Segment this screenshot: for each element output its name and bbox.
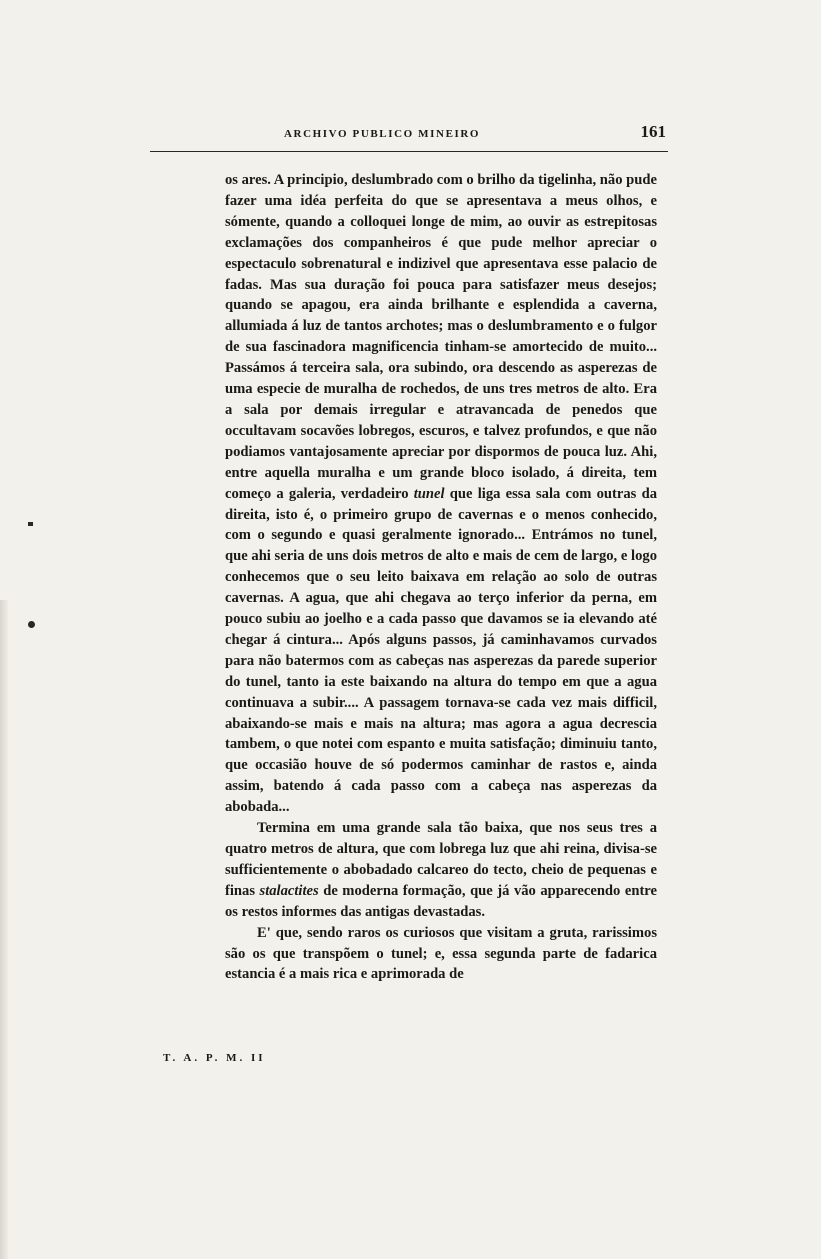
paragraph-2 bbox=[225, 818, 657, 923]
margin-mark bbox=[28, 522, 33, 526]
printer-signature: T. A. P. M. II bbox=[163, 1052, 266, 1064]
body-text bbox=[225, 170, 657, 985]
text-run: que liga essa sala com outras da direita, isto é, o primeiro grupo de cavernas e o menos conhecido, com o segundo e quasi geralmente ignorado... Entrámos no tunel, que ahi seria de uns dois metros de alto e mais de cem de largo, e logo conhecemos que o seu leito baixava em relação ao solo de outras cavernas. A agua, que ahi chegava ao terço inferior da perna, em pouco subiu ao joelho e a cada passo que davamos se ia elevando até chegar á cintura... Após alguns passos, já caminhavamos curvados para não batermos com as cabeças nas asperezas da parede superior do tunel, tanto ia este baixando na altura do tempo em que a agua continuava a subir.... A passagem tornava-se cada vez mais difficil, abaixando-se mais e mais na altura; mas agora a agua decrescia tambem, o que notei com espanto e muita satisfação; diminuiu tanto, que occasião houve de só podermos caminhar de rastos e, ainda assim, batendo á cada passo com a cabeça nas asperezas da abobada... bbox=[225, 485, 657, 816]
page-edge bbox=[0, 600, 8, 1259]
paragraph-3 bbox=[225, 923, 657, 986]
italic-word: tunel bbox=[413, 485, 445, 502]
text-run: de moderna formação, que já vão apparecendo entre os restos informes das antigas devastadas. bbox=[225, 882, 657, 920]
text-run: E' que, sendo raros os curiosos que visitam a gruta, rarissimos são os que transpõem o tunel; e, essa segunda parte de fadarica estancia é a mais rica e aprimorada de bbox=[225, 924, 657, 983]
text-run: Termina em uma grande sala tão baixa, que nos seus tres a quatro metros de altura, que com lobrega luz que ahi reina, divisa-se sufficientemente o abobadado calcareo do tecto, cheio de pequenas e finas bbox=[225, 820, 657, 899]
running-title: ARCHIVO PUBLICO MINEIRO bbox=[284, 128, 481, 140]
page-number: 161 bbox=[640, 122, 666, 141]
italic-word: stalactites bbox=[259, 882, 319, 899]
header-rule bbox=[150, 151, 668, 152]
paragraph-1 bbox=[225, 170, 657, 818]
margin-dot bbox=[28, 621, 35, 628]
text-run: os ares. A principio, deslumbrado com o brilho da tigelinha, não pude fazer uma idéa perfeita do que se apresentava a meus olhos, e sómente, quando a colloquei longe de mim, ao ouvir as estrepitosas exclamações dos companheiros é que pude melhor apreciar o espectaculo sobrenatural e indizivel que apresentava esse palacio de fadas. Mas sua duração foi pouca para satisfazer meus desejos; quando se apagou, era ainda brilhante e esplendida a caverna, allumiada á luz de tantos archotes; mas o deslumbramento e o fulgor de sua fascinadora magnificencia tinham-se amortecido de muito... Passámos á terceira sala, ora subindo, ora descendo as asperezas de uma especie de muralha de rochedos, de uns tres metros de alto. Era a sala por demais irregular e atravancada de penedos que occultavam socavões lobregos, escuros, e talvez profundos, e que não podiamos vantajosamente apreciar por dispormos de pouca luz. Ahi, entre aquella muralha e um grande bloco isolado, á direita, tem começo a galeria, verdadeiro bbox=[225, 172, 657, 502]
running-header bbox=[150, 124, 672, 148]
